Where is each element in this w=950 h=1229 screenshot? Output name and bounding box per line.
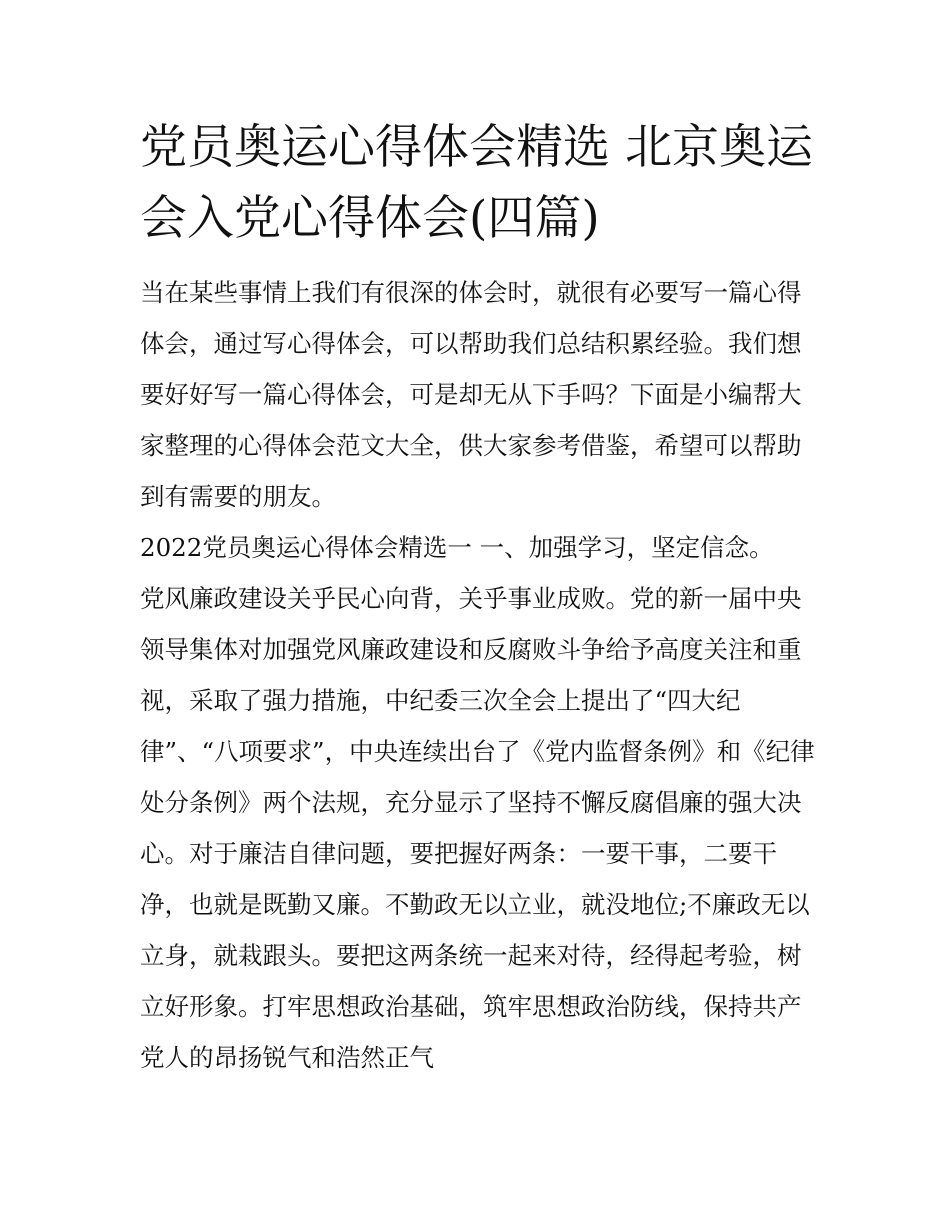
intro-paragraph: 当在某些事情上我们有很深的体会时，就很有必要写一篇心得体会，通过写心得体会，可以帮助我们总结积累经验。我们想要好好写一篇心得体会，可是却无从下手吗？下面是小编帮大家整理的心得体会范文大全，供大家参考借鉴，希望可以帮助到有需要的朋友。 — [140, 278, 802, 511]
section-heading: 2022党员奥运心得体会精选一 一、加强学习，坚定信念。 — [140, 533, 774, 562]
body-paragraph: 党风廉政建设关乎民心向背，关乎事业成败。党的新一届中央领导集体对加强党风廉政建设和反腐败斗争给予高度关注和重视，采取了强力措施，中纪委三次全会上提出了“四大纪律”、“八项要求”，中央连续出台了《党内监督条例》和《纪律处分条例》两个法规，充分显示了坚持不懈反腐倡廉的强大决心。对于廉洁自律问题，要把握好两条：一要干事，二要干净，也就是既勤又廉。不勤政无以立业，就没地位;不廉政无以立身，就栽跟头。要把这两条统一起来对待，经得起考验，树立好形象。打牢思想政治基础，筑牢思想政治防线，保持共产党人的昂扬锐气和浩然正气 — [140, 584, 815, 1072]
document-title: 党员奥运心得体会精选 北京奥运会入党心得体会(四篇) — [140, 120, 813, 246]
document-body — [140, 112, 820, 1083]
